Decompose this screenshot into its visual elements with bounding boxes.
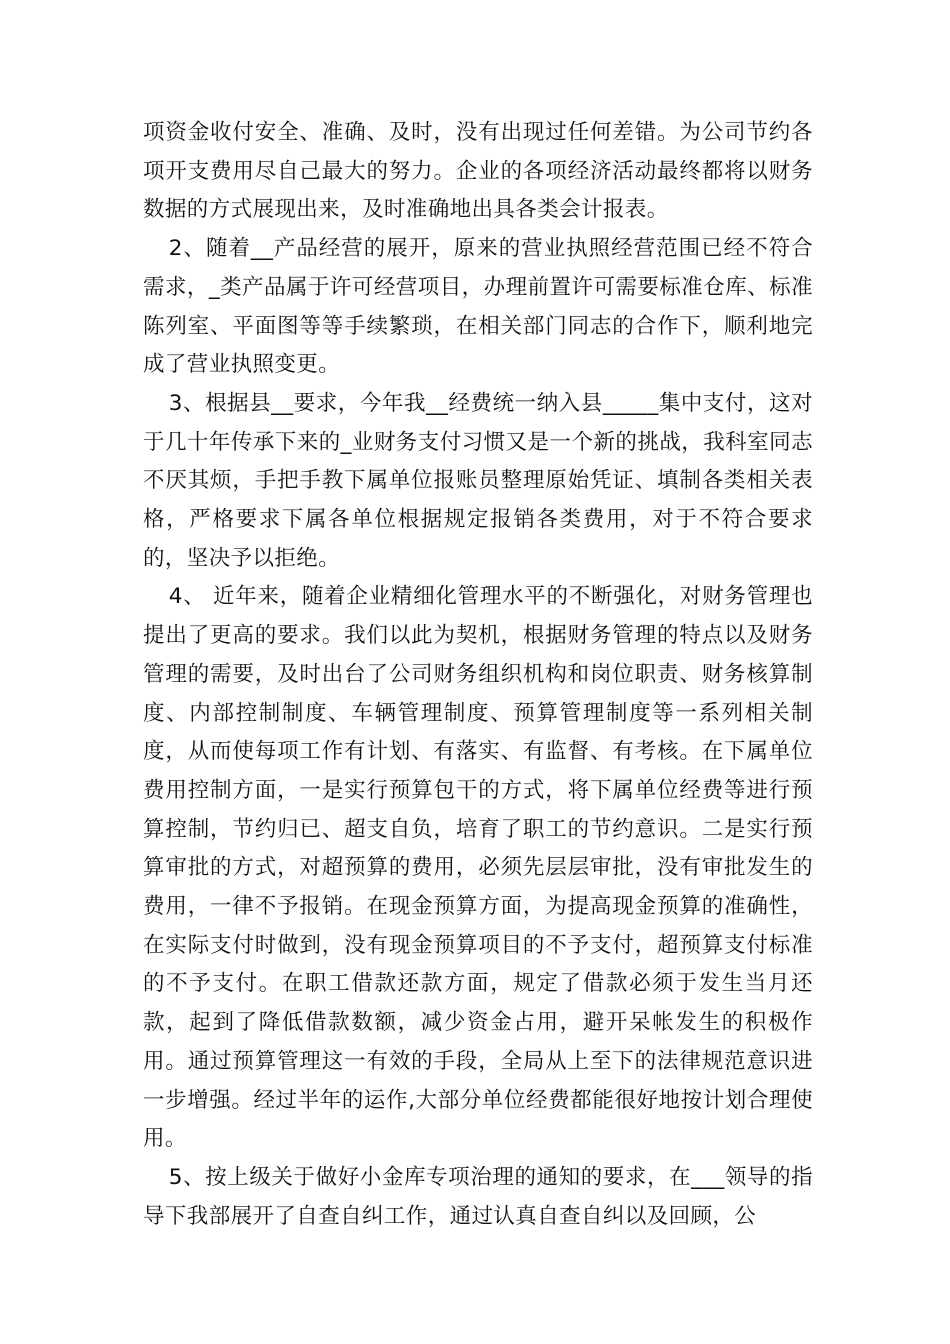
paragraph-4: 4、 近年来，随着企业精细化管理水平的不断强化，对财务管理也提出了更高的要求。我们以此为契机，根据财务管理的特点以及财务管理的需要，及时出台了公司财务组织机构和岗位职责、财务核算制度、内部控制制度、车辆管理制度、预算管理制度等一系列相关制度，从而使每项工作有计划、有落实、有监督、有考核。在下属单位费用控制方面，一是实行预算包干的方式，将下属单位经费等进行预算控制，节约归已、超支自负，培育了职工的节约意识。二是实行预算审批的方式，对超预算的费用，必须先层层审批，没有审批发生的费用，一律不予报销。在现金预算方面，为提高现金预算的准确性，在实际支付时做到，没有现金预算项目的不予支付，超预算支付标准的不予支付。在职工借款还款方面，规定了借款必须于发生当月还款，起到了降低借款数额，减少资金占用，避开呆帐发生的积极作用。通过预算管理这一有效的手段，全局从上至下的法律规范意识进一步增强。经过半年的运作,大部分单位经费都能很好地按计划合理使用。: [143, 584, 813, 1152]
paragraph-5: 5、按上级关于做好小金库专项治理的通知的要求，在___领导的指导下我部展开了自查自纠工作，通过认真自查自纠以及回顾，公: [143, 1164, 813, 1229]
paragraph-1: 项资金收付安全、准确、及时，没有出现过任何差错。为公司节约各项开支费用尽自己最大的努力。企业的各项经济活动最终都将以财务数据的方式展现出来，及时准确地出具各类会计报表。: [143, 120, 813, 223]
paragraph-2: 2、随着__产品经营的展开，原来的营业执照经营范围已经不符合需求，_类产品属于许可经营项目，办理前置许可需要标准仓库、标准陈列室、平面图等等手续繁琐，在相关部门同志的合作下，顺利地完成了营业执照变更。: [143, 236, 813, 378]
document-body: [143, 114, 813, 1236]
paragraph-3: 3、根据县__要求，今年我__经费统一纳入县_____集中支付，这对于几十年传承下来的_业财务支付习惯又是一个新的挑战，我科室同志不厌其烦，手把手教下属单位报账员整理原始凭证、填制各类相关表格，严格要求下属各单位根据规定报销各类费用，对于不符合要求的，坚决予以拒绝。: [143, 390, 813, 571]
